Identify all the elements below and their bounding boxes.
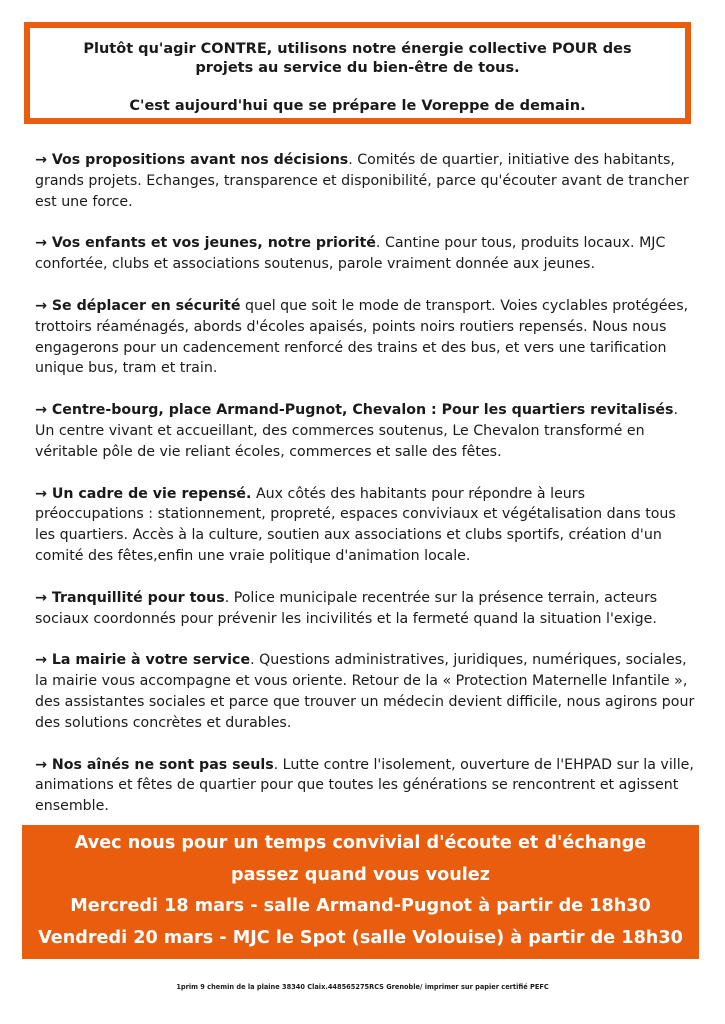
list-item: [35, 296, 697, 379]
item-title: → Nos aînés ne sont pas seuls: [35, 756, 274, 773]
item-title: → Vos propositions avant nos décisions: [35, 152, 349, 168]
banner-line-1: Avec nous pour un temps convivial d'écoute et d'échange: [74, 833, 647, 853]
item-text: . Lutte contre l'isolement, ouverture de l'EHPAD sur la ville, animations et fêtes de quartier pour que toutes les générations se rencontrent et agissent ensemble.: [35, 756, 694, 815]
header-line-3: C'est aujourd'hui que se prépare le Voreppe de demain.: [129, 98, 586, 114]
item-text: . Comités de quartier, initiative des habitants, grands projets. Echanges, transparence et disponibilité, parce qu'écouter avant de trancher est une force.: [35, 152, 689, 210]
item-title: → La mairie à votre service: [35, 652, 251, 669]
item-title: → Se déplacer en sécurité: [35, 297, 241, 314]
item-text: . Police municipale recentrée sur la présence terrain, acteurs sociaux coordonnés pour prévenir les incivilités et la fermeté quand la situation l'exige.: [35, 589, 658, 627]
item-text: . Un centre vivant et accueillant, des commerces soutenus, Le Chevalon transformé en véritable pôle de vie reliant écoles, commerces et salle des fêtes.: [35, 402, 678, 460]
list-item: [35, 233, 697, 275]
item-text: . Cantine pour tous, produits locaux. MJC confortée, clubs et associations soutenus, parole vraiment donnée aux jeunes.: [35, 235, 666, 273]
header-line-2: projets au service du bien-être de tous.: [195, 60, 520, 76]
item-title: → Un cadre de vie repensé.: [35, 485, 252, 502]
list-item: [35, 400, 697, 462]
list-item: [35, 755, 697, 817]
item-text: . Questions administratives, juridiques, numériques, sociales, la mairie vous accompagne et vous oriente. Retour de la « Protection Maternelle Infantile », des assistantes sociales et parce que trouver un médecin devient difficile, nous agirons pour des solutions concrètes et durables.: [35, 652, 695, 731]
list-item: [35, 588, 697, 630]
item-text: quel que soit le mode de transport. Voies cyclables protégées, trottoirs réaménagés, abords d'écoles apaisés, points noirs routiers repensés. Nous nous engagerons pour un cadencement renforcé des trains et des bus, et vers une tarification unique bus, tram et train.: [35, 297, 689, 377]
event-banner: [22, 825, 699, 959]
banner-line-2: passez quand vous voulez: [231, 864, 490, 885]
proposals-list: [35, 150, 697, 838]
item-text: Aux côtés des habitants pour répondre à leurs préoccupations : stationnement, propreté, espaces conviviaux et végétalisation dans tous les quartiers. Accès à la culture, soutien aux associations et clubs sportifs, création d'un comité des fêtes,enfin une vraie politique d'animation locale.: [35, 485, 676, 564]
item-title: → Vos enfants et vos jeunes, notre priorité: [35, 235, 376, 252]
item-title: → Tranquillité pour tous: [35, 589, 225, 606]
header-box: [24, 22, 691, 124]
banner-line-3: Mercredi 18 mars - salle Armand-Pugnot à partir de 18h30: [70, 896, 651, 916]
banner-line-4: Vendredi 20 mars - MJC le Spot (salle Volouise) à partir de 18h30: [38, 927, 683, 948]
header-line-1: Plutôt qu'agir CONTRE, utilisons notre énergie collective POUR des: [83, 41, 632, 57]
list-item: [35, 484, 697, 567]
list-item: [35, 150, 697, 212]
list-item: [35, 650, 697, 733]
item-title: → Centre-bourg, place Armand-Pugnot, Chevalon : Pour les quartiers revitalisés: [35, 402, 674, 419]
footer-imprint: 1prim 9 chemin de la plaine 38340 Claix.448565275RCS Grenoble/ imprimer sur papier certifié PEFC: [176, 983, 549, 991]
